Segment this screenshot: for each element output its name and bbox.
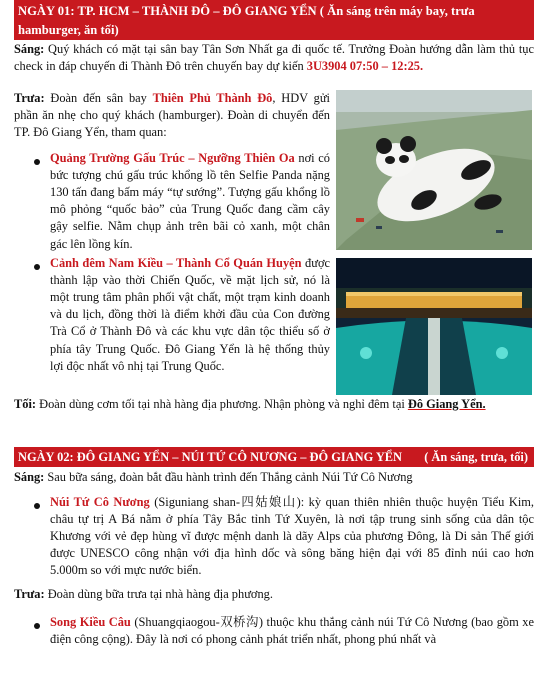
- day1-bullet-nightview: Cảnh đêm Nam Kiều – Thành Cổ Quán Huyện được thành lập vào thời Chiến Quốc, về mặt lịch sử, nó là một trung tâm phân phối vật chất, một trạm kinh doanh và du lịch, đồng thời là điểm khởi đầu của Con đường Trà Cổ ở Thành Đô và các khu vực dân tộc thiểu số ở phía tây Trung Quốc. Đô Giang Yển là hệ thống thủy lợi độc nhất vô nhị tại Trung Quốc.: [50, 256, 330, 373]
- bullet-dot: [34, 159, 40, 165]
- bullet-dot: [34, 503, 40, 509]
- panda-illustration: [336, 90, 532, 250]
- day2-bullet-mountain: Núi Tứ Cô Nương (Siguniang shan-四姑娘山): kỳ quan thiên nhiên thuộc huyện Tiểu Kim, châu tự trị A Bá nằm ở phía Tây Bắc tỉnh Tứ Xuyên, là nơi tập trung sinh sống của dân tộc Khương với vẻ đẹp hùng vĩ được mệnh danh là dãy Alps của phương Đông, là Di sản Thế giới được UNESCO công nhận với địa hình dốc và sông băng hiện đại với 85 đỉnh núi cao hơn 5.000m so với mực nước biển.: [50, 495, 534, 578]
- bridge-illustration: [336, 258, 532, 395]
- day1-header: NGÀY 01: TP. HCM – THÀNH ĐÔ – ĐÔ GIANG YỂN ( Ăn sáng trên máy bay, trưa hamburger, ăn tối): [14, 0, 534, 40]
- day2-bullet-valley: Song Kiều Câu (Shuangqiaogou-双桥沟) thuộc khu thắng cảnh núi Tứ Cô Nương (bao gồm xe điện công cộng). Đây là nơi có phong cảnh phát triển nhất, phong phú nhất và: [50, 615, 534, 647]
- panda-photo: [336, 90, 532, 250]
- day1-bullet-panda: Quảng Trường Gấu Trúc – Ngưỡng Thiên Oa nơi có bức tượng chú gấu trúc khổng lồ tên Selfie Panda nặng 130 tấn đang bấm máy “tự sướng”. Tượng gấu khổng lồ mô phỏng “quốc bảo” của Trung Quốc đang cầm cây gậy selfie. Nằm chụp ảnh trên bãi cỏ xanh, một chân gác lên lồng kín.: [50, 151, 330, 251]
- day2-morning: Sáng: Sau bữa sáng, đoàn bắt đầu hành trình đến Thắng cảnh Núi Tứ Cô Nương: [14, 470, 413, 484]
- day1-noon: Trưa: Đoàn đến sân bay Thiên Phủ Thành Đô, HDV gửi phần ăn nhẹ cho quý khách (hamburger). Đoàn di chuyển đến TP. Đô Giang Yển, tham quan:: [14, 91, 331, 140]
- day1-morning: Sáng: Quý khách có mặt tại sân bay Tân Sơn Nhất ga đi quốc tế. Trưởng Đoàn hướng dẫn làm thủ tục check in đáp chuyến đi Thành Đô trên chuyến bay dự kiến 3U3904 07:50 – 12:25.: [14, 42, 534, 74]
- day2-noon: Trưa: Đoàn dùng bữa trưa tại nhà hàng địa phương.: [14, 587, 273, 601]
- day2-meals: ( Ăn sáng, trưa, tối): [424, 450, 528, 464]
- day2-header: NGÀY 02: ĐÔ GIANG YỂN – NÚI TỨ CÔ NƯƠNG – ĐÔ GIANG YỂN ( Ăn sáng, trưa, tối): [14, 447, 534, 467]
- bullet-dot: [34, 623, 40, 629]
- day1-evening: Tối: Đoàn dùng cơm tối tại nhà hàng địa phương. Nhận phòng và nghỉ đêm tại Đô Giang Yển.: [14, 397, 486, 411]
- night-bridge-photo: [336, 258, 532, 395]
- bullet-dot: [34, 264, 40, 270]
- flight-info: 3U3904 07:50 – 12:25.: [306, 59, 424, 74]
